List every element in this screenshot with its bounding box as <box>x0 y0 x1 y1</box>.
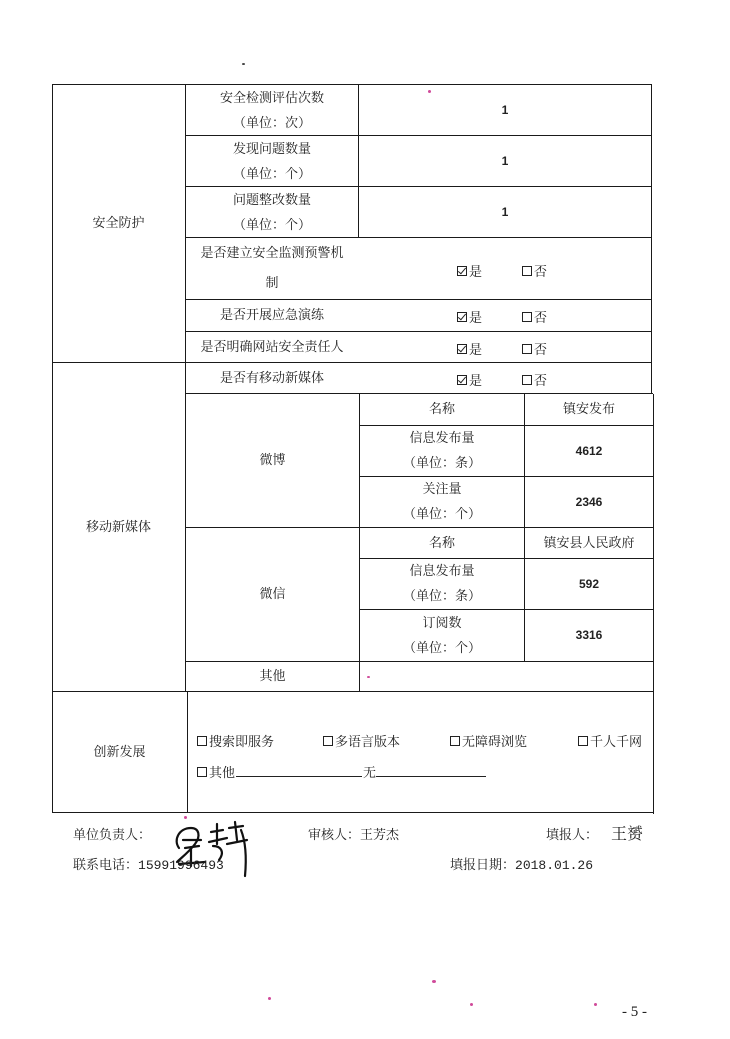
check-media-yes[interactable]: 是 <box>457 370 482 389</box>
wechat-posts-label: 信息发布量 （单位：条） <box>402 564 481 604</box>
media-other-label: 其他 <box>259 669 286 684</box>
checkbox-empty-icon[interactable] <box>522 312 532 322</box>
check-warning-yes[interactable]: 是 <box>457 261 482 280</box>
wechat-name-value: 镇安县人民政府 <box>543 535 635 551</box>
option-multilingual[interactable]: 多语言版本 <box>323 731 400 750</box>
row-fixed-label: 问题整改数量 （单位：个） <box>232 192 311 233</box>
scan-speck <box>367 676 370 678</box>
check-drill-label: 是否开展应急演练 <box>219 308 324 323</box>
check-owner-options <box>457 339 547 358</box>
table-border-right-upper <box>651 84 652 394</box>
checkbox-empty-icon[interactable] <box>450 736 460 746</box>
weibo-name-label: 名称 <box>428 402 455 417</box>
check-warning-no[interactable]: 否 <box>522 261 547 280</box>
checkbox-empty-icon[interactable] <box>323 736 333 746</box>
wechat-label: 微信 <box>259 587 286 602</box>
check-warning-label: 是否建立安全监测预警机 制 <box>200 245 344 291</box>
scan-speck <box>242 63 245 65</box>
innovation-section-label: 创新发展 <box>93 744 146 760</box>
weibo-posts-label: 信息发布量 （单位：条） <box>402 431 481 471</box>
checkbox-empty-icon[interactable] <box>578 736 588 746</box>
weibo-follow-label: 关注量 （单位：个） <box>402 482 481 522</box>
col-divider-1b <box>187 692 188 812</box>
responsible-label: 单位负责人： <box>73 828 152 843</box>
scan-speck <box>184 816 187 819</box>
filler-label: 填报人： <box>546 828 599 843</box>
check-drill-options <box>457 307 547 326</box>
option-accessibility[interactable]: 无障碍浏览 <box>450 731 527 750</box>
row-inspection-value: 1 <box>501 103 509 117</box>
other-value-line <box>376 762 486 777</box>
option-personalized[interactable]: 千人千网 <box>578 731 642 750</box>
checkbox-empty-icon[interactable] <box>522 375 532 385</box>
row-fixed-value: 1 <box>501 205 509 219</box>
scan-speck <box>432 980 436 983</box>
row-inspection-label: 安全检测评估次数 （单位：次） <box>219 90 324 131</box>
checkbox-checked-icon[interactable] <box>457 344 467 354</box>
scan-speck <box>594 1003 597 1006</box>
row-issues-value: 1 <box>501 154 509 168</box>
check-media-options <box>457 370 547 389</box>
filler-name: 王赟 <box>611 824 644 843</box>
check-media-label: 是否有移动新媒体 <box>219 370 324 386</box>
date-label: 填报日期：2018.01.26 <box>450 858 594 873</box>
other-value: 无 <box>363 766 377 781</box>
checkbox-checked-icon[interactable] <box>457 312 467 322</box>
wechat-sub-value: 3316 <box>575 628 603 642</box>
option-other[interactable]: 其他 <box>197 762 235 781</box>
check-drill-yes[interactable]: 是 <box>457 307 482 326</box>
check-owner-no[interactable]: 否 <box>522 339 547 358</box>
scan-speck <box>428 90 431 93</box>
checkbox-checked-icon[interactable] <box>457 375 467 385</box>
wechat-name-label: 名称 <box>428 535 455 551</box>
wechat-posts-value: 592 <box>578 576 600 591</box>
checkbox-checked-icon[interactable] <box>457 266 467 276</box>
check-owner-label: 是否明确网站安全责任人 <box>200 339 344 355</box>
phone-label: 联系电话：15991996493 <box>73 858 224 873</box>
wechat-sub-label: 订阅数 （单位：个） <box>402 615 481 656</box>
option-search-service[interactable]: 搜索即服务 <box>197 731 274 750</box>
reviewer-label: 审核人：王芳杰 <box>308 828 400 843</box>
media-section-label: 移动新媒体 <box>85 519 151 535</box>
weibo-follow-value: 2346 <box>575 494 603 509</box>
weibo-name-value: 镇安发布 <box>562 402 615 417</box>
weibo-label: 微博 <box>259 453 286 468</box>
table-border-bottom <box>52 812 654 813</box>
check-drill-no[interactable]: 否 <box>522 307 547 326</box>
checkbox-empty-icon[interactable] <box>197 767 207 777</box>
check-owner-yes[interactable]: 是 <box>457 339 482 358</box>
check-media-no[interactable]: 否 <box>522 370 547 389</box>
checkbox-empty-icon[interactable] <box>522 266 532 276</box>
other-blank-line <box>236 762 362 777</box>
checkbox-empty-icon[interactable] <box>197 736 207 746</box>
check-warning-options <box>457 261 547 280</box>
security-section-label: 安全防护 <box>92 215 145 231</box>
row-issues-label: 发现问题数量 （单位：个） <box>232 141 311 182</box>
table-border-right-lower <box>653 394 654 814</box>
scan-speck <box>268 997 271 1000</box>
page-number: - 5 - <box>622 1004 647 1020</box>
checkbox-empty-icon[interactable] <box>522 344 532 354</box>
weibo-posts-value: 4612 <box>575 443 603 458</box>
scan-speck <box>470 1003 473 1006</box>
